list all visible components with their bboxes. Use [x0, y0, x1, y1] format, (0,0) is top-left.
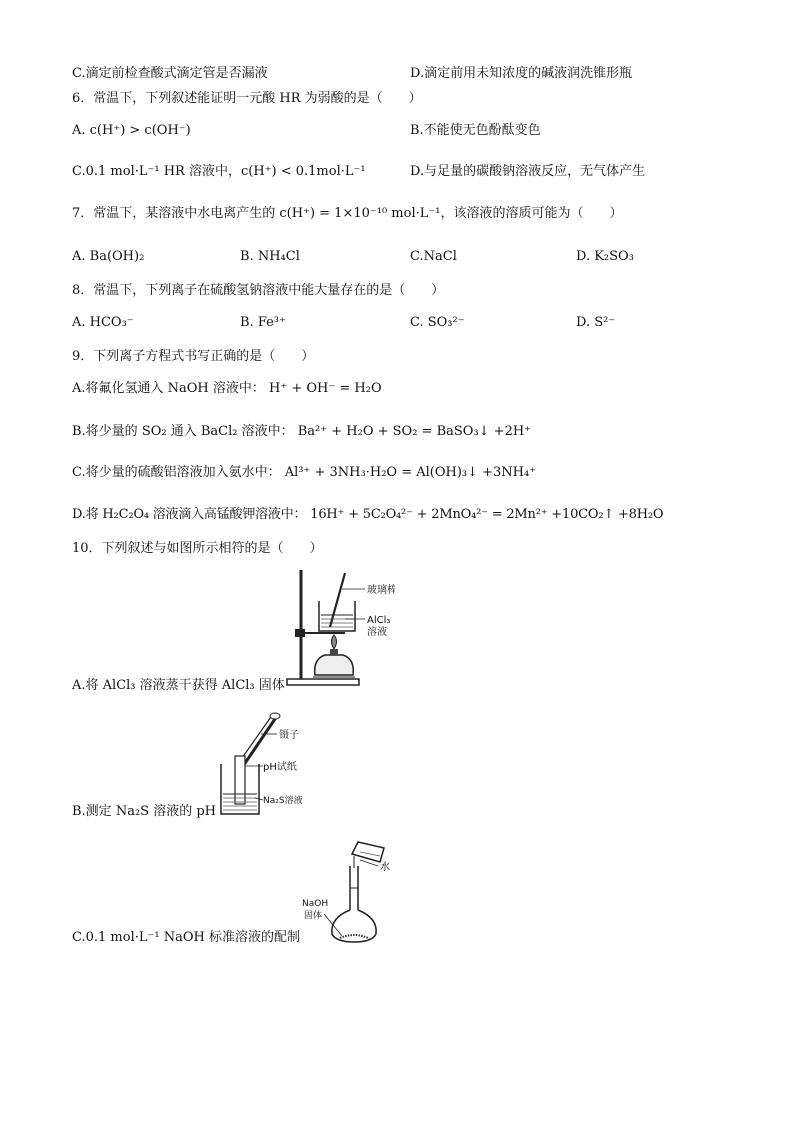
q8-option-d: D. S²⁻ — [576, 315, 616, 330]
q6-option-d: D.与足量的碳酸钠溶液反应，无气体产生 — [410, 164, 646, 179]
figure-c-label-naoh: NaOH — [302, 899, 329, 909]
q7-option-b: B. NH₄Cl — [240, 249, 300, 264]
figure-c-volumetric-flask — [300, 838, 410, 946]
figure-b-label-ph-paper: pH试纸 — [263, 762, 297, 773]
q7-option-c: C.NaCl — [410, 249, 457, 264]
figure-c-label-solid: 固体 — [304, 911, 323, 921]
q6-option-b: B.不能使无色酚酞变色 — [410, 123, 541, 138]
q6-option-c: C.0.1 mol·L⁻¹ HR 溶液中，c(H⁺) < 0.1mol·L⁻¹ — [72, 164, 366, 179]
figure-c-label-water: 水 — [380, 862, 390, 873]
q7-option-a: A. Ba(OH)₂ — [72, 249, 145, 264]
figure-a-evaporation — [285, 565, 395, 690]
figure-b-ph-test — [215, 710, 325, 822]
q8-option-c: C. SO₃²⁻ — [410, 315, 465, 330]
q9-option-b: B.将少量的 SO₂ 通入 BaCl₂ 溶液中： Ba²⁺ + H₂O + SO₂ = BaSO₃↓ +2H⁺ — [72, 424, 532, 439]
q10-stem: 10．下列叙述与如图所示相符的是（ ） — [72, 541, 323, 556]
figure-b-label-solution: Na₂S溶液 — [263, 796, 303, 806]
q6-option-a: A. c(H⁺) > c(OH⁻) — [72, 123, 191, 138]
figure-a-label-solution-name: AlCl₃ — [367, 615, 391, 626]
q10-option-a: A.将 AlCl₃ 溶液蒸干获得 AlCl₃ 固体 — [72, 678, 285, 693]
q5-option-c: C.滴定前检查酸式滴定管是否漏液 — [72, 66, 268, 81]
q10-option-b: B.测定 Na₂S 溶液的 pH — [72, 804, 216, 819]
figure-b-label-tweezers: 镊子 — [279, 730, 299, 741]
figure-a-label-solution-word: 溶液 — [367, 627, 387, 638]
figure-a-label-glass-rod: 玻璃棒 — [367, 585, 395, 596]
q10-option-c: C.0.1 mol·L⁻¹ NaOH 标准溶液的配制 — [72, 930, 300, 945]
q8-option-a: A. HCO₃⁻ — [72, 315, 134, 330]
q9-stem: 9．下列离子方程式书写正确的是（ ） — [72, 349, 315, 364]
q7-option-d: D. K₂SO₃ — [576, 249, 634, 264]
q8-option-b: B. Fe³⁺ — [240, 315, 286, 330]
q9-option-a: A.将氟化氢通入 NaOH 溶液中： H⁺ + OH⁻ = H₂O — [72, 381, 382, 396]
q7-stem: 7．常温下，某溶液中水电离产生的 c(H⁺) = 1×10⁻¹⁰ mol·L⁻¹，该溶液的溶质可能为（ ） — [72, 206, 623, 221]
q9-option-d: D.将 H₂C₂O₄ 溶液滴入高锰酸钾溶液中： 16H⁺ + 5C₂O₄²⁻ + 2MnO₄²⁻ = 2Mn²⁺ +10CO₂↑ +8H₂O — [72, 507, 664, 522]
q9-option-c: C.将少量的硫酸铝溶液加入氨水中： Al³⁺ + 3NH₃·H₂O = Al(OH)₃↓ +3NH₄⁺ — [72, 465, 537, 480]
q8-stem: 8．常温下，下列离子在硫酸氢钠溶液中能大量存在的是（ ） — [72, 283, 445, 298]
q5-option-d: D.滴定前用未知浓度的碱液润洗锥形瓶 — [410, 66, 633, 81]
q6-stem: 6．常温下，下列叙述能证明一元酸 HR 为弱酸的是（ ） — [72, 91, 422, 106]
